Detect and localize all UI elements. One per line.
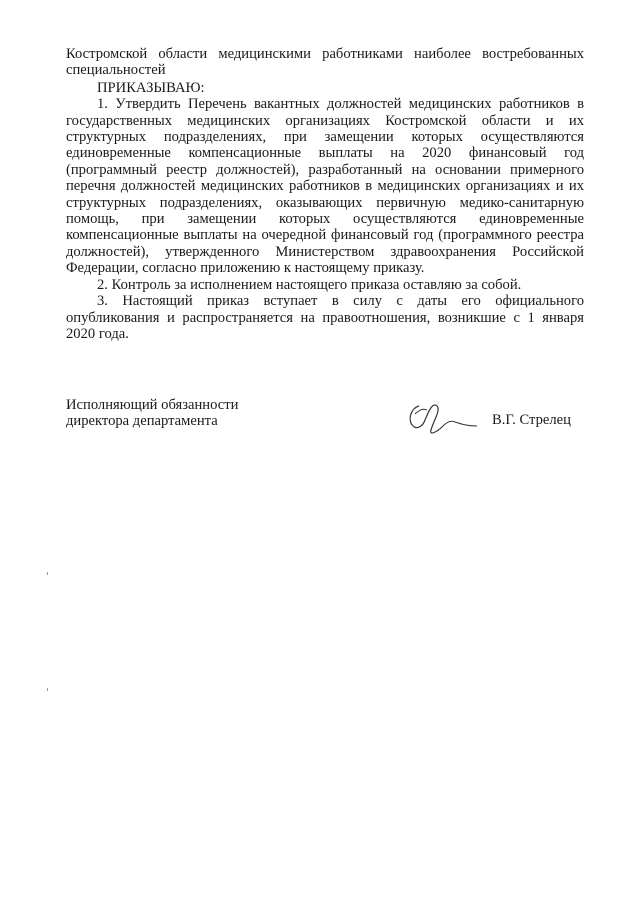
scan-artifact	[47, 688, 48, 691]
signatory-position	[66, 397, 238, 430]
order-heading: ПРИКАЗЫВАЮ:	[97, 79, 205, 96]
handwritten-signature	[403, 396, 483, 438]
signatory-name: В.Г. Стрелец	[492, 412, 571, 428]
intro-paragraph: Костромской области медицинскими работниками наиболее востребованных специальностей	[66, 46, 584, 79]
order-item-1: 1. Утвердить Перечень вакантных должностей медицинских работников в государственных медицинских организациях Костромской области и их структурных подразделениях, при замещении которых осуществляются единовременные компенсационные выплаты на 2020 финансовый год (программный реестр должностей), разработанный на основании примерного перечня должностей медицинских работников в медицинских организациях и их структурных подразделениях, оказывающих первичную медико-санитарную помощь, при замещении которых осуществляются единовременные компенсационные выплаты на очередной финансовый год (программного реестра должностей), утвержденного Министерством здравоохранения Российской Федерации, согласно приложению к настоящему приказу.	[66, 96, 584, 277]
position-line-2: директора департамента	[66, 413, 218, 430]
order-item-2: 2. Контроль за исполнением настоящего приказа оставляю за собой.	[97, 276, 522, 293]
scan-artifact	[47, 572, 48, 575]
order-body	[66, 46, 584, 342]
position-line-1: Исполняющий обязанности	[66, 397, 239, 413]
order-item-3: 3. Настоящий приказ вступает в силу с даты его официального опубликования и распространяется на правоотношения, возникшие с 1 января 2020 года.	[66, 293, 584, 342]
